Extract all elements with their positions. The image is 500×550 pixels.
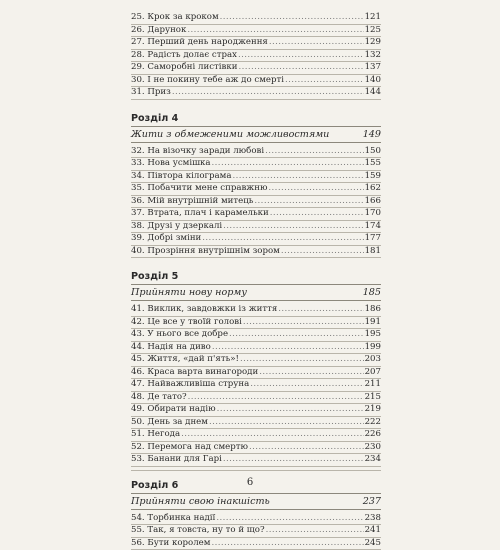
toc-entry: 31. Приз ..... 144 [131, 87, 381, 100]
toc-entry: 53. Банани для Гарі ..... 234 [131, 454, 381, 467]
section-heading: Розділ 6 [131, 479, 381, 493]
footer-rule [131, 470, 381, 471]
toc-entry: 26. Дарунок ..... 125 [131, 25, 381, 38]
toc-entry: 25. Крок за кроком ..... 121 [131, 12, 381, 25]
toc-entry: 27. Перший день народження ..... 129 [131, 37, 381, 50]
toc-entry: 29. Саморобні листівки ..... 137 [131, 62, 381, 75]
toc-entry: 41. Виклик, завдовжки із життя ..... 186 [131, 304, 381, 317]
section-title: Прийняти свою інакшість 237 [131, 493, 381, 510]
toc-entry: 49. Обирати надію ..... 219 [131, 404, 381, 417]
toc-entry: 47. Найважливіша струна ..... 211 [131, 379, 381, 392]
toc-entry: 40. Прозріння внутрішнім зором ..... 181 [131, 246, 381, 259]
toc-entry: 50. День за днем ..... 222 [131, 417, 381, 430]
section-5 [131, 270, 381, 467]
toc-entry: 46. Краса варта винагороди ..... 207 [131, 367, 381, 380]
toc-entry: 55. Так, я товста, ну то й що? ..... 241 [131, 525, 381, 538]
toc-entry: 52. Перемога над смертю ..... 230 [131, 442, 381, 455]
page-number: 6 [0, 477, 500, 488]
toc-entry: 48. Де тато? ..... 215 [131, 392, 381, 405]
toc-entry: 44. Надія на диво ..... 199 [131, 342, 381, 355]
toc-entry: 32. На візочку заради любові ..... 150 [131, 146, 381, 159]
section-heading: Розділ 5 [131, 270, 381, 284]
section-title: Прийняти нову норму 185 [131, 284, 381, 301]
toc-entry: 43. У нього все добре ..... 195 [131, 329, 381, 342]
toc-entry: 42. Це все у твоїй голові ..... 191 [131, 317, 381, 330]
toc-entry: 38. Друзі у дзеркалі ..... 174 [131, 221, 381, 234]
section-heading: Розділ 4 [131, 112, 381, 126]
toc-entry: 28. Радість долає страх ..... 132 [131, 50, 381, 63]
toc-entry: 39. Добрі зміни ..... 177 [131, 233, 381, 246]
toc-entry: 34. Півтора кілограма ..... 159 [131, 171, 381, 184]
section-6 [131, 479, 381, 550]
toc-entry: 51. Негода ..... 226 [131, 429, 381, 442]
section-4 [131, 112, 381, 259]
toc-entry: 45. Життя, «дай п'ять»! ..... 203 [131, 354, 381, 367]
toc-entry: 37. Втрата, плач і карамельки ..... 170 [131, 208, 381, 221]
toc-entry: 35. Побачити мене справжню ..... 162 [131, 183, 381, 196]
toc-entry: 33. Нова усмішка ..... 155 [131, 158, 381, 171]
entries-top [131, 12, 381, 100]
section-title: Жити з обмеженими можливостями 149 [131, 126, 381, 143]
toc-entry: 54. Торбинка надії ..... 238 [131, 513, 381, 526]
toc-entry: 36. Мій внутрішній митець ..... 166 [131, 196, 381, 209]
toc-entry: 56. Бути королем ..... 245 [131, 538, 381, 550]
toc-entry: 30. І не покину тебе аж до смерті ..... 140 [131, 75, 381, 88]
